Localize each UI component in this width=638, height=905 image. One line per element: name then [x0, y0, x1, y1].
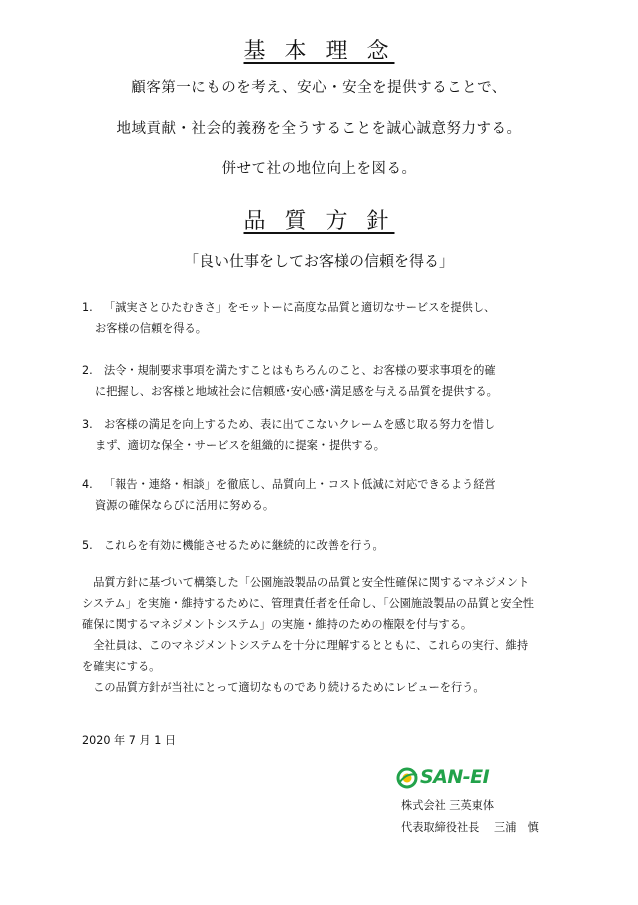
- philosophy-line-1: 顧客第一にものを考え、安心・安全を提供することで、: [131, 80, 507, 96]
- policy-item-3: [82, 414, 572, 456]
- item-line-1: 法令・規制要求事項を満たすことはもちろんのこと、お客様の要求事項を的確: [104, 364, 496, 377]
- item-number: 5.: [82, 539, 93, 552]
- policy-item-5: [82, 535, 572, 556]
- policy-item-1: [82, 297, 572, 339]
- paragraph-line: を確実にする。: [82, 660, 161, 673]
- item-line-1: これらを有効に機能させるために継続的に改善を行う。: [104, 539, 384, 552]
- company-name: 株式会社 三英東体: [401, 799, 495, 812]
- philosophy-title: 基 本 理 念: [243, 39, 395, 64]
- item-number: 1.: [82, 301, 93, 314]
- paragraph-line: この品質方針が当社にとって適切なものであり続けるためにレビューを行う。: [82, 681, 485, 694]
- philosophy-line-2: 地域貢献・社会的義務を全うすることを誠心誠意努力する。: [116, 121, 522, 137]
- paragraph-line: 全社員は、このマネジメントシステムを十分に理解するとともに、これらの実行、維持: [82, 639, 529, 652]
- item-number: 4.: [82, 478, 93, 491]
- item-line-2: 資源の確保ならびに活用に努める。: [95, 499, 275, 512]
- item-number: 2.: [82, 364, 93, 377]
- issue-date: 2020 年 7 月 1 日: [82, 734, 177, 747]
- representative-name: 代表取締役社長 三浦 慎: [401, 821, 539, 834]
- item-line-1: お客様の満足を向上するため、表に出てこないクレームを感じ取る努力を惜し: [104, 418, 496, 431]
- logo-wordmark: SAN-EI: [420, 766, 490, 788]
- policy-title: 品 質 方 針: [243, 209, 395, 234]
- policy-slogan: 「良い仕事をしてお客様の信頼を得る」: [183, 252, 454, 270]
- paragraph-line: システム」を実施・維持するために、管理責任者を任命し、「公園施設製品の品質と安全性: [82, 597, 534, 610]
- policy-paragraph: [82, 572, 572, 698]
- item-line-2: お客様の信頼を得る。: [95, 322, 207, 335]
- policy-item-2: [82, 360, 572, 402]
- company-logo: [396, 766, 526, 792]
- policy-item-4: [82, 474, 572, 516]
- item-line-1: 「報告・連絡・相談」を徹底し、品質向上・コスト低減に対応できるよう経営: [104, 478, 496, 491]
- logo-mark-icon: [396, 766, 420, 790]
- item-line-1: 「誠実さとひたむきさ」をモットーに高度な品質と適切なサービスを提供し、: [104, 301, 496, 314]
- paragraph-line: 品質方針に基づいて構築した「公園施設製品の品質と安全性確保に関するマネジメント: [82, 576, 530, 589]
- philosophy-line-3: 併せて社の地位向上を図る。: [221, 161, 417, 177]
- item-line-2: まず、適切な保全・サービスを組織的に提案・提供する。: [95, 439, 385, 452]
- paragraph-line: 確保に関するマネジメントシステム」の実施・維持のための権限を付与する。: [82, 618, 473, 631]
- item-line-2: に把握し、お客様と地域社会に信頼感･安心感･満足感を与える品質を提供する。: [95, 385, 498, 398]
- item-number: 3.: [82, 418, 93, 431]
